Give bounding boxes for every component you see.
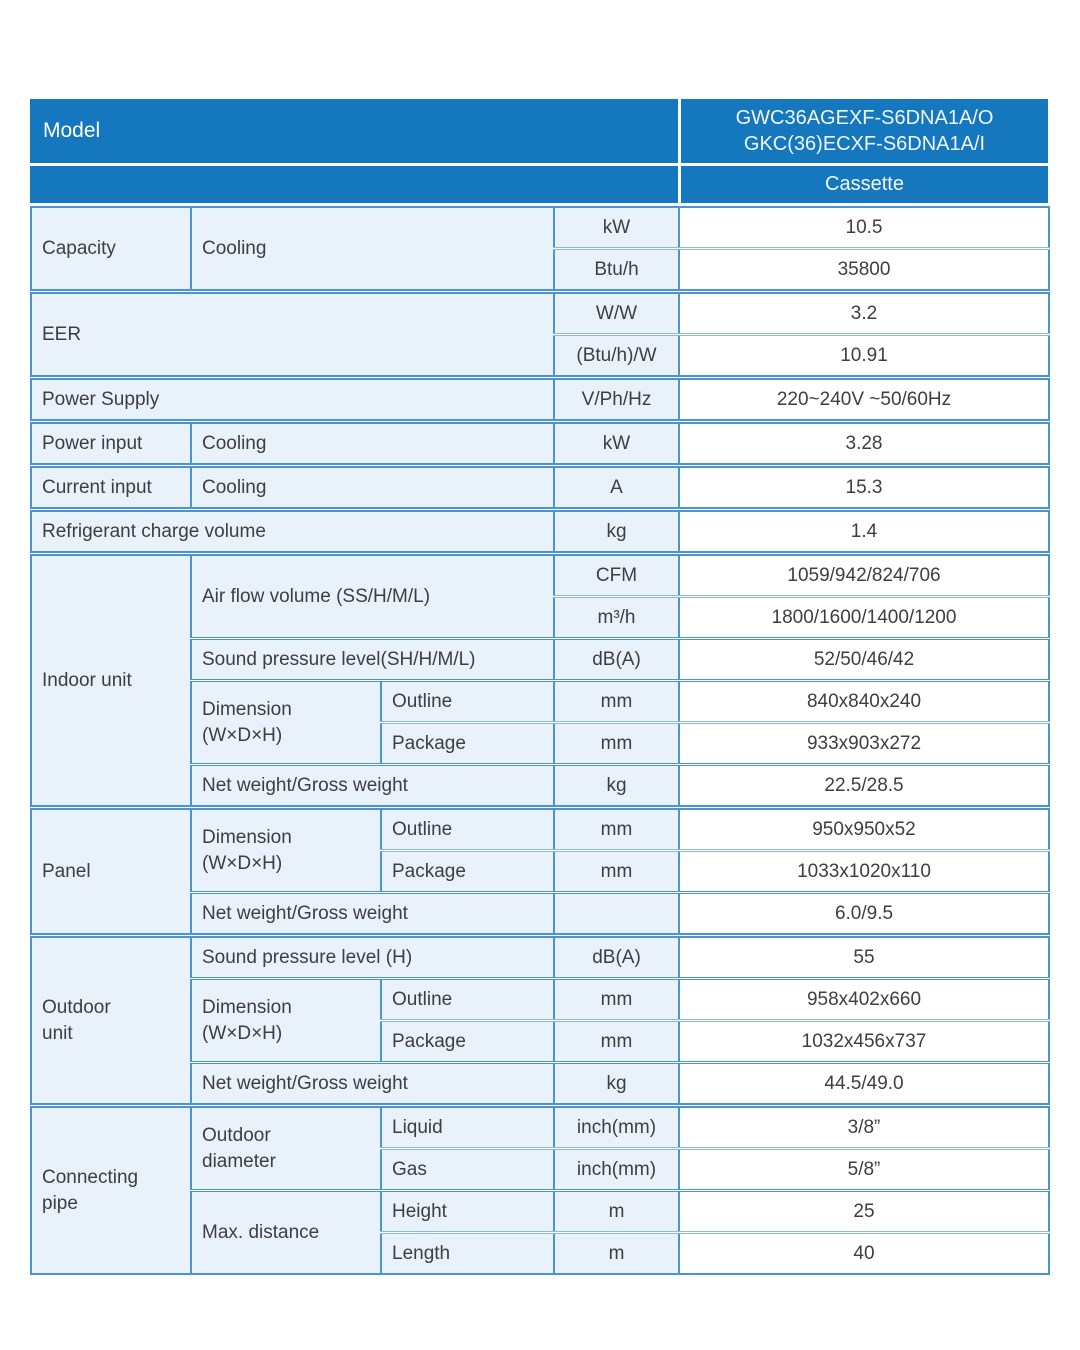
pipe-length-label: Length [381, 1233, 554, 1275]
capacity-mode: Cooling [191, 207, 554, 292]
outdoor-unit-label-line1: Outdoor [42, 997, 111, 1019]
pipe-diameter-label-line1: Outdoor [202, 1125, 271, 1147]
panel-dimension-label [191, 808, 381, 893]
outdoor-weight-value: 44.5/49.0 [679, 1063, 1049, 1106]
indoor-airflow-label: Air flow volume (SS/H/M/L) [191, 554, 554, 639]
pipe-diameter-label [191, 1106, 381, 1191]
pipe-gas-label: Gas [381, 1149, 554, 1191]
power-input-label: Power input [31, 422, 191, 466]
power-supply-unit: V/Ph/Hz [554, 378, 679, 422]
pipe-distance-label: Max. distance [191, 1191, 381, 1275]
indoor-airflow-unit-cfm: CFM [554, 554, 679, 597]
model-header [30, 99, 1048, 203]
panel-dimension-outline-label: Outline [381, 808, 554, 851]
connecting-pipe-label [31, 1106, 191, 1275]
table-row [31, 936, 1049, 979]
table-row [31, 1106, 1049, 1149]
table-row [31, 466, 1049, 510]
capacity-unit-kw: kW [554, 207, 679, 249]
capacity-unit-btu: Btu/h [554, 249, 679, 292]
outdoor-sound-value: 55 [679, 936, 1049, 979]
indoor-sound-label: Sound pressure level(SH/H/M/L) [191, 639, 554, 681]
table-row [31, 554, 1049, 597]
pipe-height-label: Height [381, 1191, 554, 1233]
model-label: Model [30, 99, 678, 163]
power-input-mode: Cooling [191, 422, 554, 466]
table-row [31, 510, 1049, 554]
model-numbers [681, 99, 1048, 163]
indoor-airflow-unit-m3h: m³/h [554, 597, 679, 639]
table-row [31, 808, 1049, 851]
refrigerant-unit: kg [554, 510, 679, 554]
indoor-sound-unit: dB(A) [554, 639, 679, 681]
indoor-dimension-outline-unit: mm [554, 681, 679, 723]
outdoor-unit-label-line2: unit [42, 1022, 73, 1044]
power-supply-value: 220~240V ~50/60Hz [679, 378, 1049, 422]
outdoor-dimension-outline-value: 958x402x660 [679, 979, 1049, 1021]
refrigerant-label: Refrigerant charge volume [31, 510, 554, 554]
table-row [31, 378, 1049, 422]
table-row [31, 207, 1049, 249]
indoor-airflow-value-m3h: 1800/1600/1400/1200 [679, 597, 1049, 639]
panel-weight-value: 6.0/9.5 [679, 893, 1049, 936]
indoor-sound-value: 52/50/46/42 [679, 639, 1049, 681]
power-input-value: 3.28 [679, 422, 1049, 466]
outdoor-dimension-label [191, 979, 381, 1063]
indoor-dimension-outline-value: 840x840x240 [679, 681, 1049, 723]
pipe-height-value: 25 [679, 1191, 1049, 1233]
panel-weight-label: Net weight/Gross weight [191, 893, 554, 936]
eer-value-btuw: 10.91 [679, 335, 1049, 378]
indoor-weight-unit: kg [554, 765, 679, 808]
panel-label: Panel [31, 808, 191, 936]
indoor-dimension-label-line2: (W×D×H) [202, 724, 283, 746]
indoor-dimension-package-label: Package [381, 723, 554, 765]
table-row [31, 422, 1049, 466]
indoor-airflow-value-cfm: 1059/942/824/706 [679, 554, 1049, 597]
panel-dimension-label-line1: Dimension [202, 827, 292, 849]
current-input-value: 15.3 [679, 466, 1049, 510]
eer-value-ww: 3.2 [679, 292, 1049, 335]
panel-dimension-package-label: Package [381, 851, 554, 893]
outdoor-dimension-package-label: Package [381, 1021, 554, 1063]
current-input-mode: Cooling [191, 466, 554, 510]
outdoor-dimension-outline-label: Outline [381, 979, 554, 1021]
indoor-dimension-label-line1: Dimension [202, 699, 292, 721]
panel-dimension-label-line2: (W×D×H) [202, 852, 283, 874]
connecting-pipe-label-line2: pipe [42, 1192, 78, 1214]
eer-label: EER [31, 292, 554, 378]
pipe-length-unit: m [554, 1233, 679, 1275]
header-spacer-cell [30, 166, 678, 203]
outdoor-sound-unit: dB(A) [554, 936, 679, 979]
power-supply-label: Power Supply [31, 378, 554, 422]
refrigerant-value: 1.4 [679, 510, 1049, 554]
indoor-dimension-outline-label: Outline [381, 681, 554, 723]
outdoor-unit-label [31, 936, 191, 1106]
current-input-label: Current input [31, 466, 191, 510]
spec-table [30, 206, 1050, 1275]
unit-type-label: Cassette [681, 166, 1048, 203]
panel-weight-unit [554, 893, 679, 936]
capacity-value-btu: 35800 [679, 249, 1049, 292]
panel-dimension-package-unit: mm [554, 851, 679, 893]
current-input-unit: A [554, 466, 679, 510]
pipe-height-unit: m [554, 1191, 679, 1233]
indoor-dimension-package-unit: mm [554, 723, 679, 765]
outdoor-dimension-package-value: 1032x456x737 [679, 1021, 1049, 1063]
model-number-outdoor: GWC36AGEXF-S6DNA1A/O [735, 106, 994, 129]
panel-dimension-outline-unit: mm [554, 808, 679, 851]
power-input-unit: kW [554, 422, 679, 466]
eer-unit-ww: W/W [554, 292, 679, 335]
pipe-liquid-value: 3/8” [679, 1106, 1049, 1149]
panel-dimension-outline-value: 950x950x52 [679, 808, 1049, 851]
pipe-liquid-label: Liquid [381, 1106, 554, 1149]
eer-unit-btuw: (Btu/h)/W [554, 335, 679, 378]
outdoor-dimension-label-line2: (W×D×H) [202, 1022, 283, 1044]
capacity-label: Capacity [31, 207, 191, 292]
indoor-dimension-package-value: 933x903x272 [679, 723, 1049, 765]
pipe-gas-unit: inch(mm) [554, 1149, 679, 1191]
indoor-unit-label: Indoor unit [31, 554, 191, 808]
outdoor-weight-unit: kg [554, 1063, 679, 1106]
indoor-dimension-label [191, 681, 381, 765]
pipe-liquid-unit: inch(mm) [554, 1106, 679, 1149]
outdoor-dimension-label-line1: Dimension [202, 997, 292, 1019]
pipe-length-value: 40 [679, 1233, 1049, 1275]
connecting-pipe-label-line1: Connecting [42, 1167, 139, 1189]
outdoor-sound-label: Sound pressure level (H) [191, 936, 554, 979]
pipe-diameter-label-line2: diameter [202, 1150, 276, 1172]
outdoor-weight-label: Net weight/Gross weight [191, 1063, 554, 1106]
table-row [31, 292, 1049, 335]
capacity-value-kw: 10.5 [679, 207, 1049, 249]
outdoor-dimension-package-unit: mm [554, 1021, 679, 1063]
indoor-weight-label: Net weight/Gross weight [191, 765, 554, 808]
indoor-weight-value: 22.5/28.5 [679, 765, 1049, 808]
panel-dimension-package-value: 1033x1020x110 [679, 851, 1049, 893]
outdoor-dimension-outline-unit: mm [554, 979, 679, 1021]
pipe-gas-value: 5/8” [679, 1149, 1049, 1191]
model-number-indoor: GKC(36)ECXF-S6DNA1A/I [743, 133, 986, 155]
spec-sheet [30, 99, 1048, 1275]
